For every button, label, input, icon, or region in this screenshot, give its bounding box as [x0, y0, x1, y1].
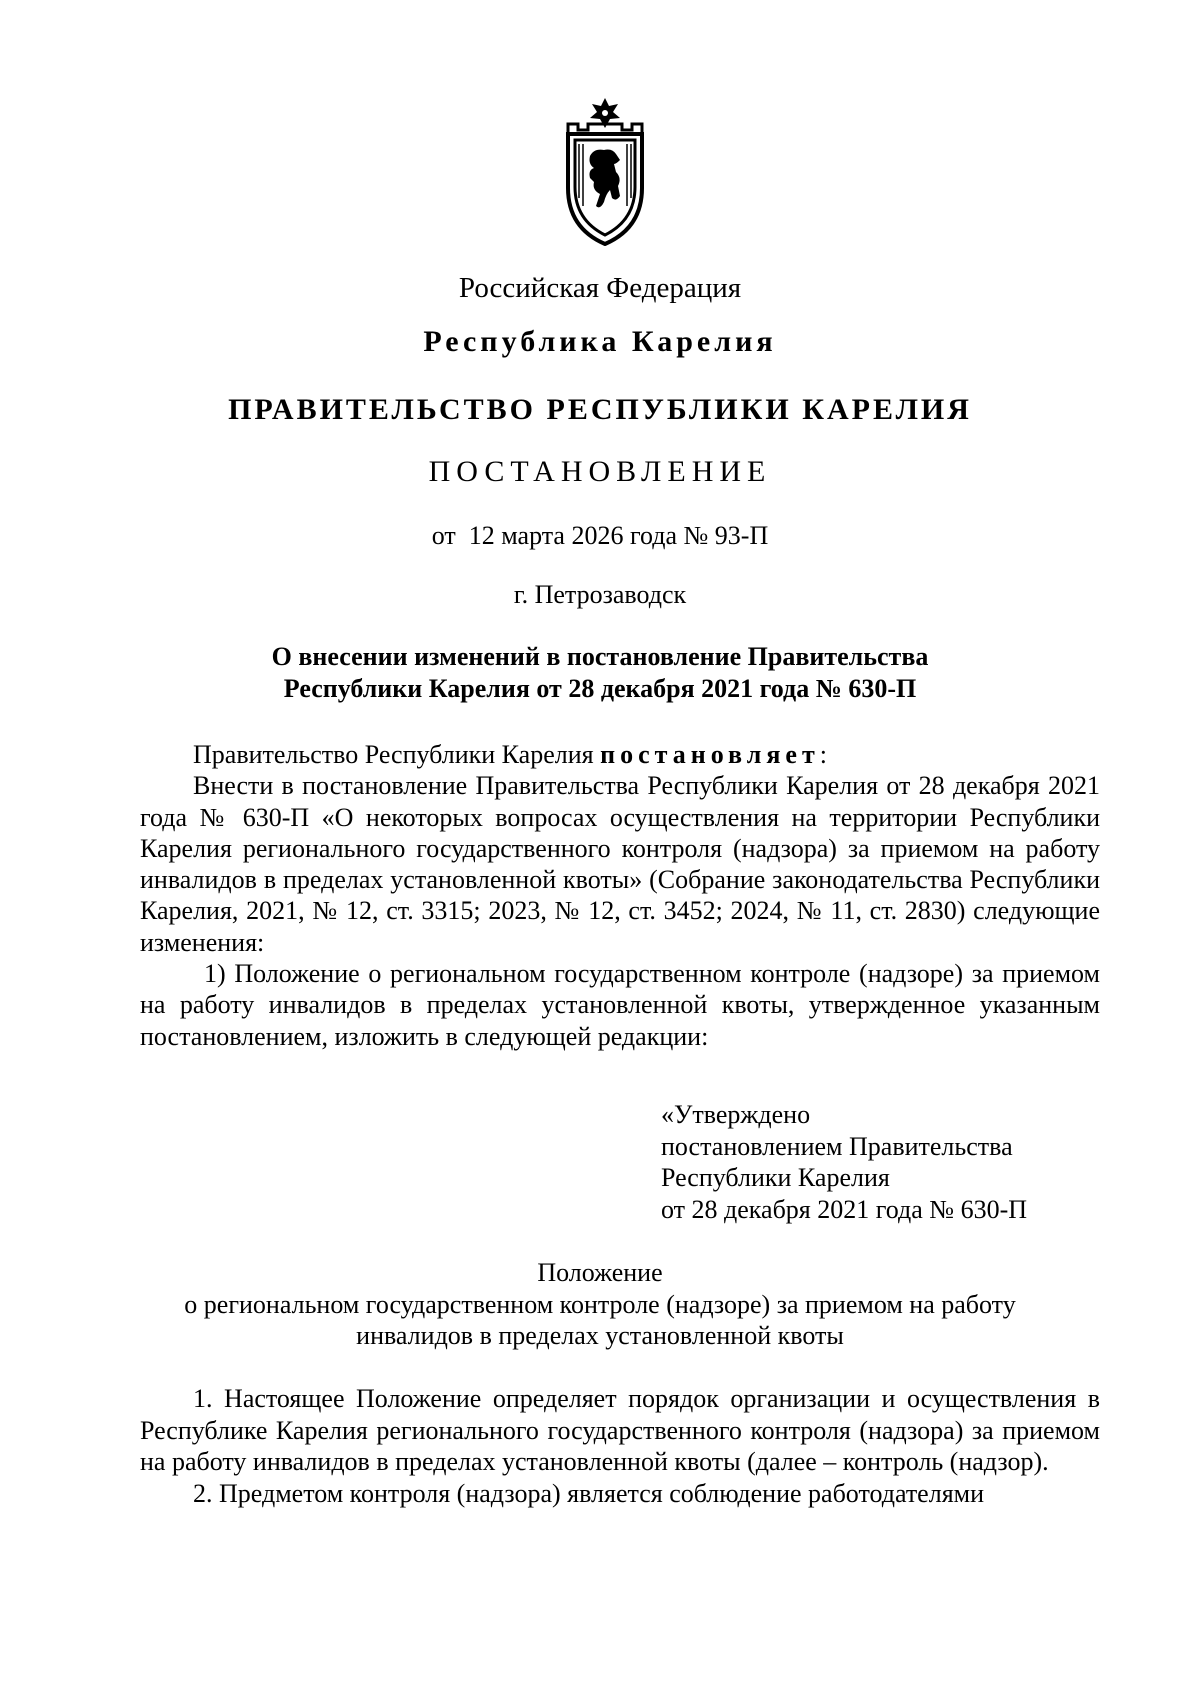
document-type: ПОСТАНОВЛЕНИЕ: [428, 455, 772, 488]
regulation-subtitle: инвалидов в пределах установленной квоты: [356, 1321, 844, 1350]
title-line: Республики Карелия от 28 декабря 2021 года № 630-П: [283, 674, 917, 703]
country-name: Российская Федерация: [458, 272, 742, 304]
amendment-item: 1) Положение о региональном государственном контроле (надзоре) за приемом на работу инвалидов в пределах установленной квоты, утвержденное указанным постановлением, изложить в следующей редакции:: [140, 959, 1100, 1051]
decree-verb: постановляет: [600, 740, 820, 769]
amendment-paragraph: Внести в постановление Правительства Республики Карелия от 28 декабря 2021 года № 630-П «О некоторых вопросах осуществления на территории Республики Карелия регионального государственного контроля (надзора) за приемом на работу инвалидов в пределах установленной квоты» (Собрание законодательства Республики Карелия, 2021, № 12, ст. 3315; 2023, № 12, ст. 3452; 2024, № 11, ст. 2830) следующие изменения:: [140, 771, 1100, 957]
approval-line: Республики Карелия: [661, 1163, 890, 1192]
document-title: [0, 641, 1200, 705]
approval-line: «Утверждено: [661, 1100, 811, 1129]
government-name: ПРАВИТЕЛЬСТВО РЕСПУБЛИКИ КАРЕЛИЯ: [228, 393, 972, 426]
approval-line: постановлением Правительства: [661, 1131, 1013, 1161]
title-line: О внесении изменений в постановление Правительства: [271, 642, 929, 671]
approval-line: от 28 декабря 2021 года № 630-П: [661, 1194, 1028, 1224]
document-city: г. Петрозаводск: [513, 580, 687, 609]
regulation-body: [140, 1383, 1100, 1509]
regulation-title: Положение: [537, 1258, 663, 1287]
karelia-coat-of-arms-icon: [560, 98, 650, 246]
republic-name: Республика Карелия: [423, 325, 777, 358]
document-date-number: от 12 марта 2026 года № 93-П: [431, 521, 769, 550]
regulation-point: 2. Предметом контроля (надзора) является соблюдение работодателями: [193, 1478, 985, 1508]
approval-stamp: [661, 1099, 1027, 1225]
regulation-heading: [0, 1257, 1200, 1352]
document-body: [140, 739, 1100, 1052]
decree-clause: [140, 739, 1100, 770]
decree-intro: Правительство Республики Карелия: [193, 740, 601, 769]
regulation-subtitle: о региональном государственном контроле (надзоре) за приемом на работу: [184, 1289, 1016, 1319]
regulation-point: 1. Настоящее Положение определяет порядок организации и осуществления в Республике Карелия регионального государственного контроля (надзора) за приемом на работу инвалидов в пределах установленной квоты (далее – контроль (надзор).: [140, 1384, 1100, 1476]
decree-colon: :: [819, 740, 827, 769]
